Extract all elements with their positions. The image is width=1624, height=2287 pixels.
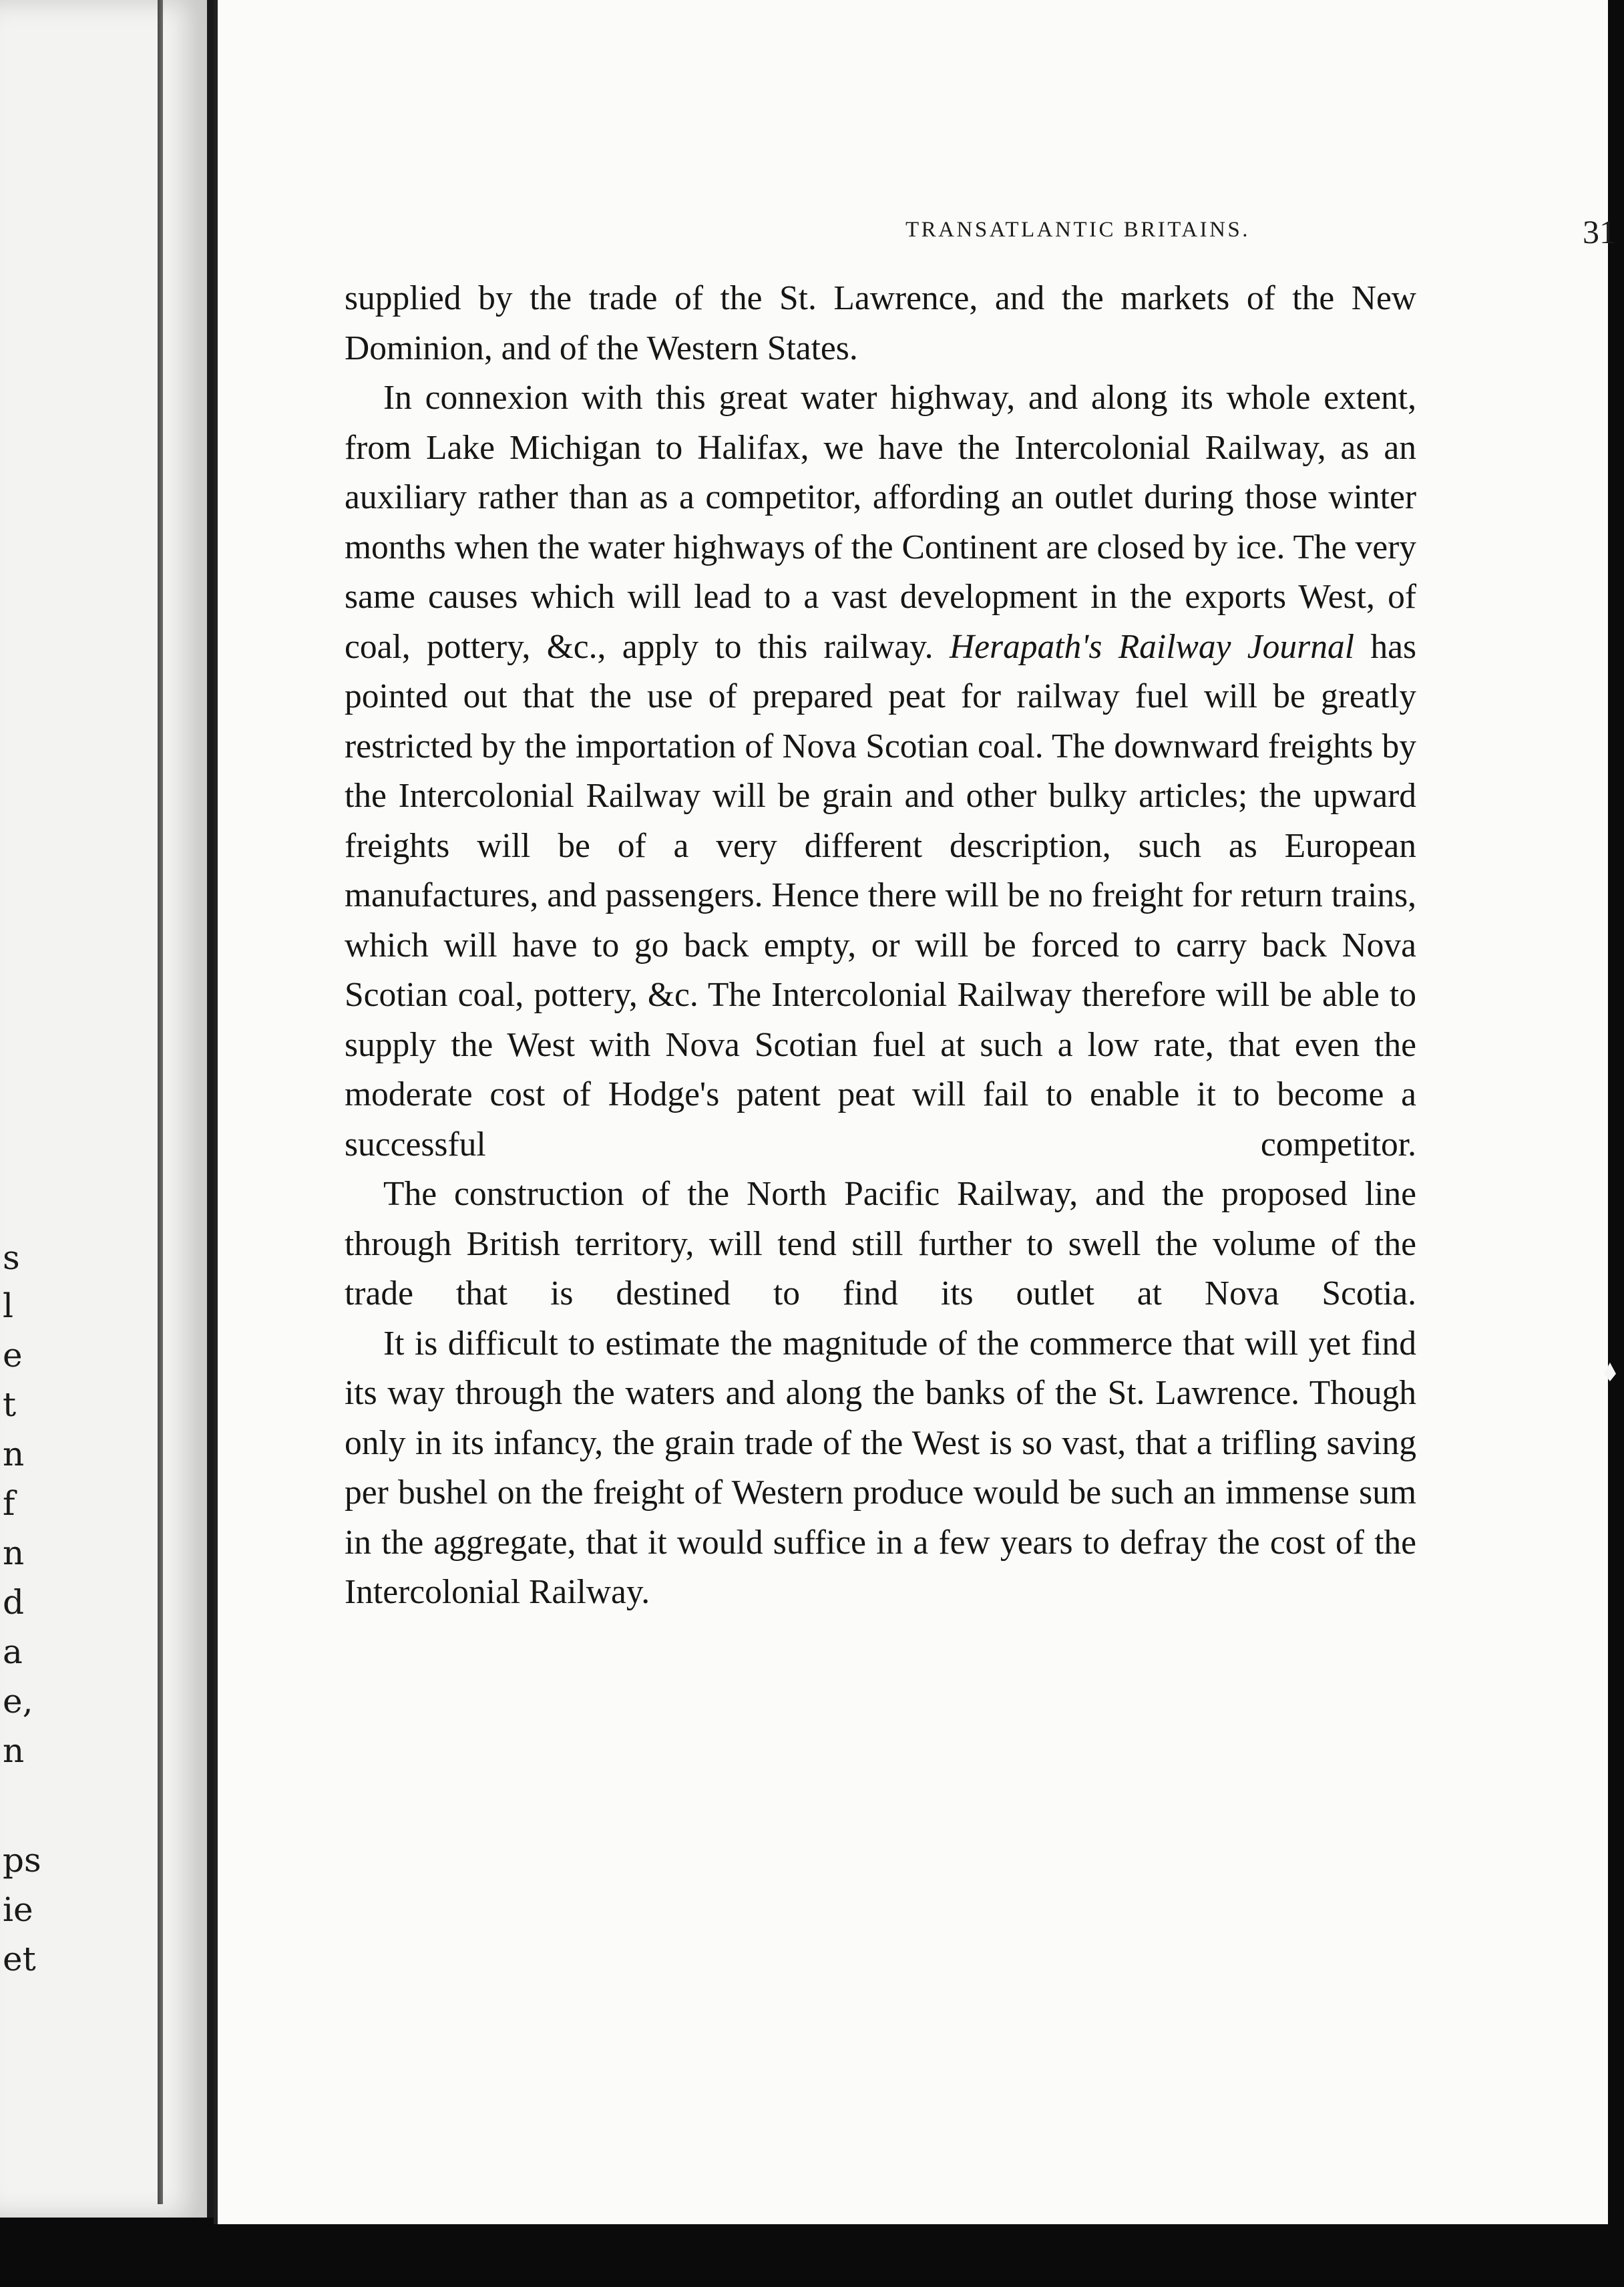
paragraph-intercolonial-railway bbox=[345, 373, 1416, 1170]
paragraph-st-lawrence-commerce: It is difficult to estimate the magnitude of the commerce that will yet find its way through the waters and along the banks of the St. Lawrence. Though only in its infancy, the grain trade of the West is so vast, that a trifling saving per bushel on the freight of Western produce would be such an immense sum in the aggregate, that it would suffice in a few years to defray the cost of the Intercolonial Railway. bbox=[345, 1324, 1416, 1611]
paragraph-north-pacific-railway: The construction of the North Pacific Railway, and the proposed line through British territory, will tend still further to swell the volume of the trade that is destined to find its outlet at Nova Scotia. bbox=[345, 1175, 1416, 1312]
facing-fragment: n bbox=[3, 1731, 25, 1770]
facing-fragment: s bbox=[3, 1238, 20, 1277]
facing-fragment: e, bbox=[3, 1682, 33, 1721]
paragraph-text: has pointed out that the use of prepared peat for railway fuel will be greatly restricted by the importation of Nova Scotian coal. The downward freights by the Intercolonial Railway will be grain and other bulky articles; the upward freights will be of a very different description, such as European manufactures, and passengers. Hence there will be no freight for return trains, which will have to go back empty, or will be forced to carry back Nova Scotian coal, pottery, &c. The Intercolonial Railway therefore will be able to supply the West with Nova Scotian fuel at such a low rate, that even the moderate cost of Hodge's patent peat will fail to enable it to become a successful competitor. bbox=[345, 627, 1417, 1164]
facing-fragment: n bbox=[3, 1534, 25, 1572]
facing-fragment: t bbox=[3, 1385, 17, 1424]
facing-page-edge bbox=[0, 0, 216, 2218]
facing-fragment: et bbox=[3, 1940, 36, 1978]
facing-fragment: a bbox=[3, 1632, 23, 1671]
facing-fragment: e bbox=[3, 1336, 23, 1375]
paragraph-text: In connexion with this great water highway, and along its whole extent, from Lake Michigan to Halifax, we have the Intercolonial Railway, as an auxiliary rather than as a competitor, affording an outlet during those winter months when the water highways of the Continent are closed by ice. The very same causes which will lead to a vast development in the exports West, of coal, pottery, &c., apply to this railway. bbox=[345, 379, 1416, 666]
body-text bbox=[345, 274, 1416, 1618]
running-head: TRANSATLANTIC BRITAINS. bbox=[905, 218, 1251, 242]
facing-fragment: ie bbox=[3, 1890, 33, 1929]
journal-title-italic: Herapath's Railway Journal bbox=[949, 627, 1355, 666]
facing-fragment: l bbox=[3, 1286, 13, 1325]
book-page bbox=[214, 0, 1616, 2231]
facing-fragment: f bbox=[3, 1484, 15, 1523]
page-header bbox=[685, 212, 1624, 259]
paragraph-continuation: supplied by the trade of the St. Lawrence, and the markets of the New Dominion, and of the Western States. bbox=[345, 279, 1416, 367]
page-number: 31 bbox=[1583, 213, 1616, 250]
scan-bottom-border bbox=[0, 2224, 1624, 2287]
facing-fragment: d bbox=[3, 1583, 25, 1622]
facing-fragment: n bbox=[3, 1435, 25, 1473]
facing-page-text-fragments bbox=[0, 0, 207, 2204]
facing-fragment: ps bbox=[3, 1841, 41, 1880]
